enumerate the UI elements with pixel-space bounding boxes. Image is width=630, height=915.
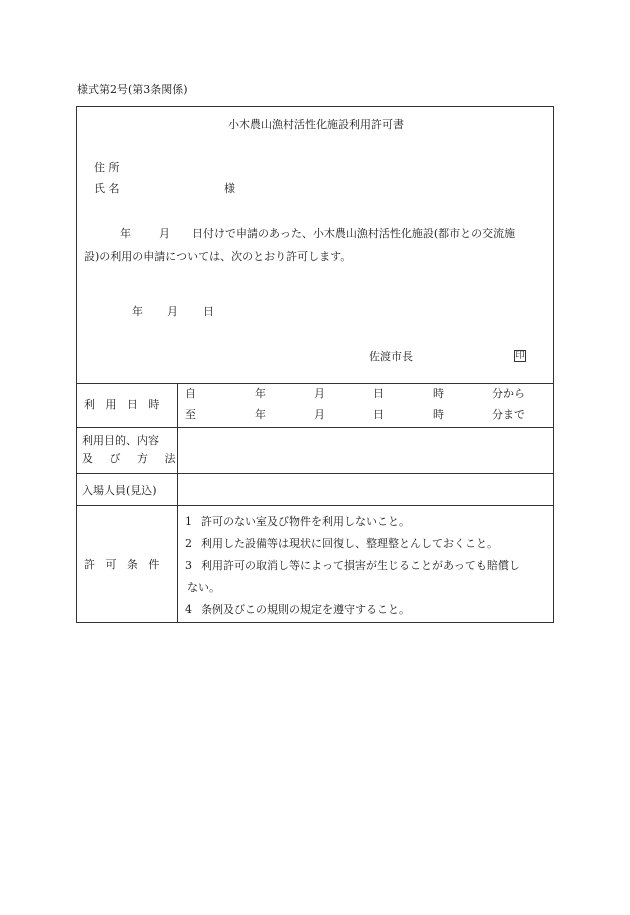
- rule-table-top: [77, 383, 553, 384]
- application-sentence: 日付けで申請のあった、小木農山漁村活性化施設(都市との交流施: [192, 227, 516, 240]
- to-month: 月: [314, 408, 325, 421]
- condition-text-3-continued: ない。: [187, 581, 220, 594]
- seal-mark: 印: [515, 351, 525, 361]
- condition-text-4: 条例及びこの規則の規定を遵守すること。: [201, 603, 410, 616]
- issue-day: 日: [203, 305, 214, 318]
- to-hour: 時: [433, 408, 444, 421]
- application-sentence-continued: 設)の利用の申請については、次のとおり許可します。: [84, 250, 352, 263]
- purpose-label: 利用目的、内容: [82, 434, 159, 447]
- purpose-label-line2: 及び方法: [82, 452, 192, 465]
- permit-form: [76, 106, 554, 623]
- condition-text-3: 利用許可の取消し等によって損害が生じることがあっても賠償し: [201, 559, 520, 572]
- from-year: 年: [255, 387, 266, 400]
- issue-year: 年: [132, 305, 143, 318]
- to-prefix: 至: [185, 408, 196, 421]
- to-day: 日: [373, 408, 384, 421]
- conditions-label: 許可条件: [84, 558, 170, 571]
- condition-text-1: 許可のない室及び物件を利用しないこと。: [201, 515, 410, 528]
- condition-num-1: 1: [185, 515, 192, 528]
- rule-after-datetime: [77, 427, 553, 428]
- application-month: 月: [159, 227, 170, 240]
- condition-num-4: 4: [185, 603, 192, 616]
- rule-label-column: [177, 383, 178, 623]
- form-title: 小木農山漁村活性化施設利用許可書: [228, 118, 404, 131]
- condition-num-2: 2: [185, 537, 192, 550]
- from-prefix: 自: [185, 387, 196, 400]
- datetime-label: 利用日時: [84, 398, 170, 411]
- attendees-label: 入場人員(見込): [82, 484, 157, 497]
- form-number: 様式第2号(第3条関係): [77, 83, 188, 96]
- to-minute: 分まで: [492, 408, 525, 421]
- rule-after-purpose: [77, 473, 553, 474]
- rule-after-attendees: [77, 505, 553, 506]
- issue-month: 月: [167, 305, 178, 318]
- name-label: 氏 名: [94, 182, 120, 195]
- honorific-sama: 様: [224, 182, 235, 195]
- application-year: 年: [120, 227, 131, 240]
- from-month: 月: [314, 387, 325, 400]
- to-year: 年: [255, 408, 266, 421]
- issuer-mayor: 佐渡市長: [369, 350, 413, 363]
- from-minute: 分から: [492, 387, 525, 400]
- address-label: 住 所: [94, 161, 120, 174]
- from-hour: 時: [433, 387, 444, 400]
- condition-num-3: 3: [185, 559, 192, 572]
- from-day: 日: [373, 387, 384, 400]
- condition-text-2: 利用した設備等は現状に回復し、整理整とんしておくこと。: [201, 537, 498, 550]
